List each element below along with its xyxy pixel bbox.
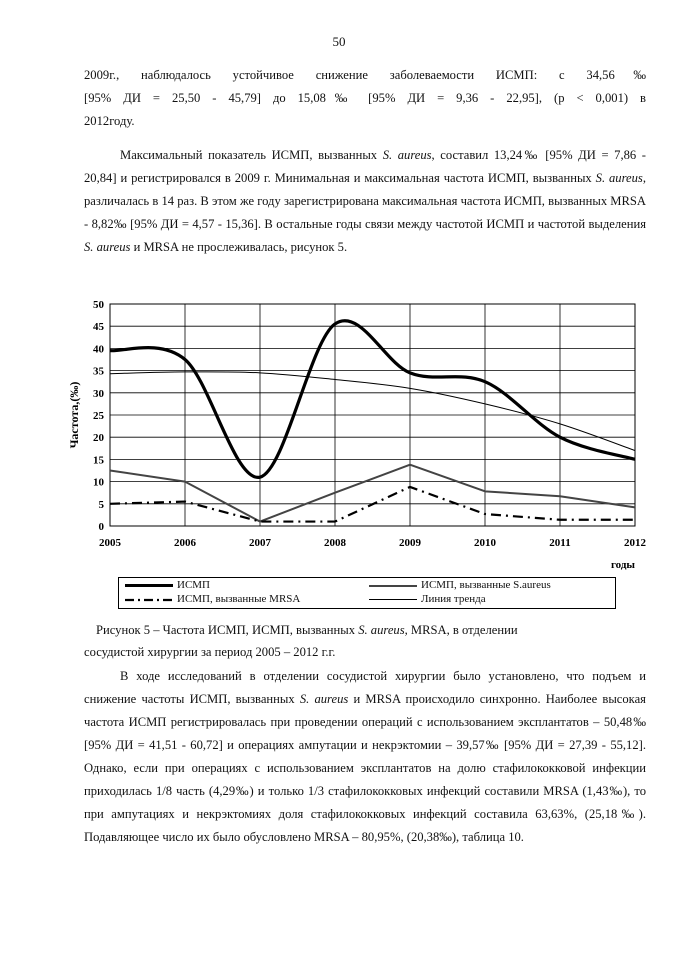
- legend-label-trend: Линия тренда: [421, 593, 486, 605]
- para2-text-b: , составил 13,24‰ [95% ДИ = 7,86 - 20,84] и регистрировался в 2009 г. Минимальная и максимальная частота ИСМП, вызванных: [84, 148, 646, 185]
- chart-svg: [60, 292, 656, 612]
- x-tick-label-2011: 2011: [549, 537, 571, 549]
- para3-species: S. aureus: [299, 692, 349, 706]
- y-tick-label-45: 45: [93, 321, 104, 334]
- y-tick-label-15: 15: [93, 454, 104, 467]
- y-tick-label-10: 10: [93, 476, 104, 489]
- series-trend-line: [110, 372, 635, 451]
- x-axis-label: годы: [610, 559, 635, 571]
- x-tick-label-2009: 2009: [399, 537, 421, 549]
- x-tick-label-2006: 2006: [174, 537, 196, 549]
- y-tick-label-40: 40: [93, 343, 104, 356]
- legend-swatch-mrsa: [125, 597, 173, 603]
- legend-item-mrsa: [125, 593, 300, 606]
- para2-species-3: S. aureus: [84, 240, 131, 254]
- paragraph-1-line-3: 2012году.: [84, 114, 135, 128]
- x-tick-label-2005: 2005: [99, 537, 121, 549]
- x-tick-label-2012: 2012: [624, 537, 646, 549]
- para2-species-1: S. aureus: [382, 148, 432, 162]
- page-number: 50: [332, 34, 346, 49]
- series-mrsa-line: [110, 487, 635, 522]
- x-tick-label-2007: 2007: [249, 537, 271, 549]
- caption-text-a: Рисунок 5 – Частота ИСМП, ИСМП, вызванных: [96, 623, 359, 637]
- legend-label-mrsa: ИСМП, вызванные MRSA: [177, 593, 301, 605]
- para3-text-a: В ходе исследований в отделении сосудистой хирургии было установлено, что подъем и снижение частоты ИСМП, вызванных: [84, 669, 646, 706]
- y-tick-label-5: 5: [98, 498, 104, 511]
- caption-line-1: [84, 619, 646, 641]
- paragraph-1-line-2: [95% ДИ = 25,50 - 45,79] до 15,08‰ [95% ДИ = 9,36 - 22,95], (р < 0,001) в: [84, 91, 646, 105]
- chart-legend: [118, 577, 616, 609]
- legend-swatch-saureus: [369, 585, 417, 587]
- paragraph-3: [84, 665, 646, 849]
- caption-line-2: сосудистой хирургии за период 2005 – 2012 г.г.: [84, 645, 336, 659]
- figure-5-chart: [60, 292, 656, 612]
- para2-text-d: и MRSA не прослеживалась, рисунок 5.: [130, 240, 348, 254]
- y-tick-label-30: 30: [93, 387, 104, 400]
- y-axis-label: Частота,(‰): [67, 381, 81, 449]
- para2-species-2: S. aureus: [595, 171, 643, 185]
- x-tick-label-2008: 2008: [324, 537, 346, 549]
- paragraph-2: [84, 144, 646, 259]
- legend-item-ismp: [125, 579, 210, 592]
- legend-swatch-ismp: [125, 584, 173, 587]
- y-tick-label-0: 0: [98, 521, 104, 533]
- figure-caption: [84, 619, 646, 663]
- caption-species: S. aureus,: [358, 623, 408, 637]
- y-tick-label-35: 35: [93, 365, 104, 378]
- paragraph-1-line-1: 2009г., наблюдалось устойчивое снижение заболеваемости ИСМП: с 34,56‰: [84, 68, 646, 82]
- y-tick-label-25: 25: [93, 410, 104, 422]
- legend-label-ismp: ИСМП: [177, 579, 211, 591]
- y-tick-label-20: 20: [93, 432, 104, 445]
- y-tick-label-50: 50: [93, 299, 104, 311]
- x-tick-label-2010: 2010: [474, 537, 496, 549]
- caption-text-b: MRSA, в отделении: [407, 623, 518, 637]
- legend-swatch-trend: [369, 599, 417, 600]
- paragraph-1: [84, 64, 646, 133]
- para3-text-b: и MRSA происходило синхронно. Наиболее высокая частота ИСМП регистрировалась при проведении операций с использованием эксплантатов – 50,48‰ [95% ДИ = 41,51 - 60,72] и операциях ампутации и некрэктомии – 39,57‰ [95% ДИ = 27,39 - 55,12]. Однако, если при операциях с использованием эксплантатов на долю стафилококковой инфекции приходилась 1/8 часть (4,29‰) и только 1/3 стафилококковых инфекций составили MRSA (1,43‰), то при ампутациях и некрэктомиях доля стафилококковых инфекций составила 63,63%, (25,18‰). Подавляющее число их было обусловлено MRSA – 80,95%, (20,38‰), таблица 10.: [84, 692, 646, 844]
- series-ismp-line: [110, 321, 635, 478]
- legend-item-saureus: [369, 579, 551, 592]
- legend-item-trend: [369, 593, 486, 606]
- legend-label-saureus: ИСМП, вызванные S.aureus: [421, 579, 551, 591]
- para2-text-a: Максимальный показатель ИСМП, вызванных: [120, 148, 383, 162]
- para2-text-c: , различалась в 14 раз. В этом же году зарегистрирована максимальная частота ИСМП, вызванных MRSA - 8,82‰ [95% ДИ = 4,57 - 15,36]. В остальные годы связи между частотой ИСМП и частотой выделения: [84, 171, 646, 231]
- series-saureus-line: [110, 465, 635, 522]
